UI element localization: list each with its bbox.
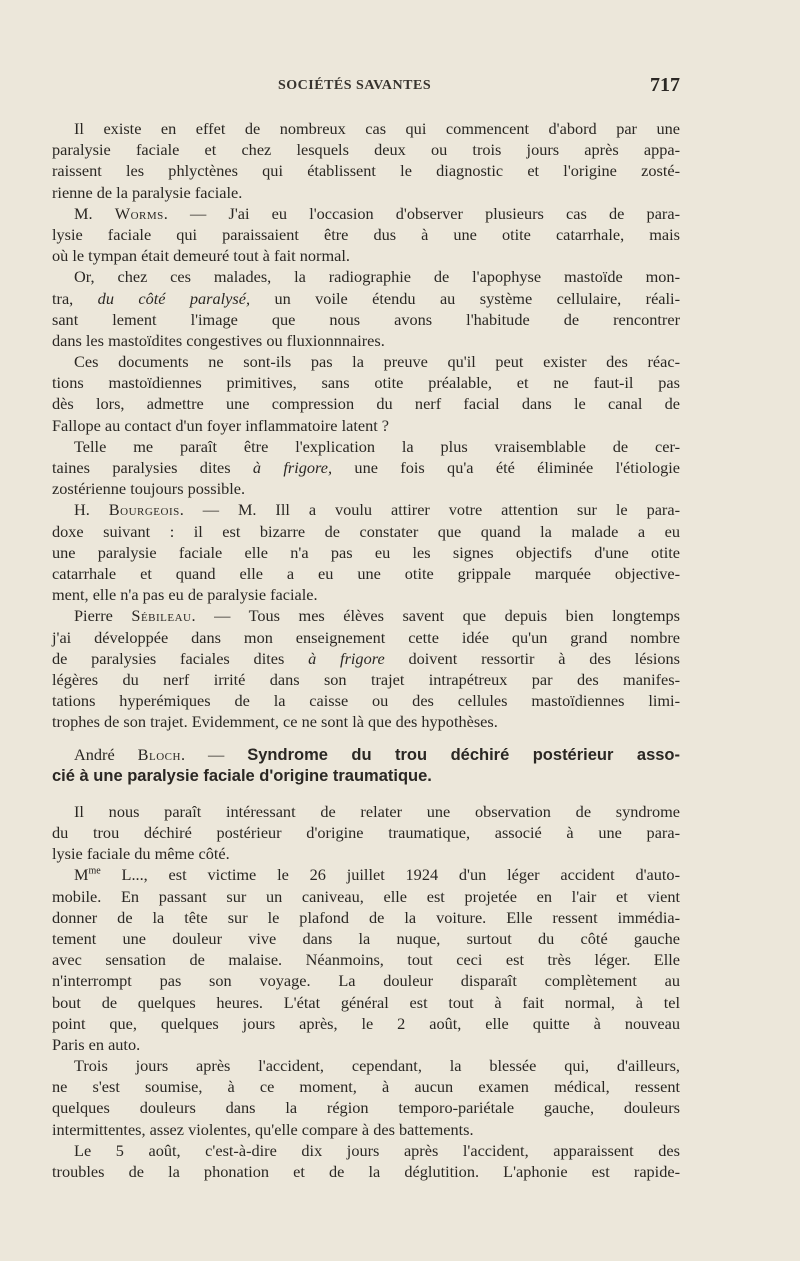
text-line: quelques douleurs dans la région temporo-pariétale gauche, douleurs bbox=[52, 1098, 680, 1118]
text-line bbox=[52, 605, 680, 626]
text-line: sant lement l'image que nous avons l'habitude de rencontrer bbox=[52, 309, 680, 329]
italic-segment: à frigore bbox=[308, 648, 385, 668]
text-segment: une fois qu'a été éliminée l'étiologie bbox=[332, 458, 681, 477]
text-line: j'ai développée dans mon enseignement cette idée qu'un grand nombre bbox=[52, 627, 680, 647]
italic-segment: du côté paralysé, bbox=[97, 288, 251, 308]
text-segment: M bbox=[74, 865, 89, 885]
page-header bbox=[52, 76, 680, 100]
author-name: Bloch bbox=[137, 745, 181, 765]
text-line: raissent les phlyctènes qui établissent le diagnostic et l'origine zosté- bbox=[52, 161, 680, 181]
text-line: Il existe en effet de nombreux cas qui commencent d'abord par une bbox=[74, 119, 680, 138]
text-line: avec sensation de malaise. Néanmoins, tout ceci est très léger. Elle bbox=[52, 950, 680, 970]
text-line: donner de la tête sur le plafond de la voiture. Elle ressent immédia- bbox=[52, 907, 680, 927]
speaker-prefix: M. bbox=[74, 203, 115, 223]
text-segment: doivent ressortir à des lésions bbox=[384, 648, 680, 668]
text-line: Ces documents ne sont-ils pas la preuve qu'il peut exister des réac- bbox=[74, 352, 680, 372]
section-gap bbox=[52, 732, 680, 744]
text-line: troubles de la phonation et de la déglutition. L'aphonie est rapide- bbox=[52, 1162, 680, 1181]
running-head: SOCIÉTÉS SAVANTES bbox=[278, 78, 432, 93]
section-title-line bbox=[52, 744, 680, 765]
text-line: tions mastoïdiennes primitives, sans otite préalable, et ne faut-il pas bbox=[52, 373, 680, 393]
text-line: trophes de son trajet. Evidemment, ce ne sont là que des hypothèses. bbox=[52, 712, 498, 732]
text-line: légères du nerf irrité dans son trajet intrapétreux par des manifes- bbox=[52, 669, 680, 689]
speaker-prefix: Pierre bbox=[74, 606, 132, 626]
text-line: point que, quelques jours après, le 2 août, elle quitte à nouveau bbox=[52, 1013, 680, 1033]
section-gap bbox=[52, 787, 680, 801]
text-line: où le tympan était demeuré tout à fait normal. bbox=[52, 246, 350, 266]
text-segment: tra, bbox=[52, 288, 98, 308]
text-line: doxe suivant : il est bizarre de constater que quand la malade a eu bbox=[52, 521, 680, 541]
italic-segment: à frigore, bbox=[252, 458, 333, 477]
section-title-line: cié à une paralysie faciale d'origine traumatique. bbox=[52, 766, 432, 785]
text-line: Il nous paraît intéressant de relater une observation de syndrome bbox=[74, 801, 680, 821]
speaker-name: Sébileau bbox=[131, 606, 192, 626]
text-line: Or, chez ces malades, la radiographie de l'apophyse mastoïde mon- bbox=[74, 267, 680, 287]
text-line bbox=[52, 499, 680, 520]
section-title: Syndrome du trou déchiré postérieur asso- bbox=[247, 746, 680, 765]
text-line: dès lors, admettre une compression du nerf facial dans le canal de bbox=[52, 394, 680, 414]
text-line: Paris en auto. bbox=[52, 1034, 141, 1054]
text-line: intermittentes, assez violentes, qu'elle compare à des battements. bbox=[52, 1119, 474, 1139]
text-line: lysie faciale du même côté. bbox=[52, 844, 230, 864]
text-line: une paralysie faciale elle n'a pas eu les signes objectifs d'une otite bbox=[52, 542, 680, 562]
page-number: 717 bbox=[650, 74, 680, 96]
author-prefix: André bbox=[74, 745, 138, 765]
text-line bbox=[52, 203, 680, 224]
text-line bbox=[52, 288, 680, 309]
speaker-prefix: H. bbox=[74, 500, 109, 520]
text-line: Le 5 août, c'est-à-dire dix jours après l'accident, apparaissent des bbox=[74, 1140, 680, 1160]
body-text bbox=[52, 118, 680, 1182]
text-segment: . — J'ai eu l'occasion d'observer plusieurs cas de para- bbox=[163, 203, 680, 223]
text-line: paralysie faciale et chez lesquels deux ou trois jours après appa- bbox=[52, 140, 680, 160]
text-line: n'interrompt pas son voyage. La douleur disparaît complètement au bbox=[52, 971, 680, 991]
text-line: Trois jours après l'accident, cependant, la blessée qui, d'ailleurs, bbox=[74, 1056, 680, 1076]
speaker-name: Worms bbox=[114, 203, 164, 223]
text-line: ne s'est soumise, à ce moment, à aucun examen médical, ressent bbox=[52, 1077, 680, 1097]
text-line bbox=[52, 457, 680, 478]
text-line: du trou déchiré postérieur d'origine traumatique, associé à une para- bbox=[52, 823, 680, 842]
text-line: rienne de la paralysie faciale. bbox=[52, 182, 243, 202]
superscript: me bbox=[88, 865, 101, 877]
text-line: mobile. En passant sur un caniveau, elle est projetée en l'air et vient bbox=[52, 886, 680, 906]
text-line: dans les mastoïdites congestives ou fluxionnnaires. bbox=[52, 330, 385, 350]
text-line: ment, elle n'a pas eu de paralysie faciale. bbox=[52, 585, 318, 605]
text-line: tement une douleur vive dans la nuque, surtout du côté gauche bbox=[52, 928, 680, 948]
text-line: lysie faciale qui paraissaient être dus à une otite catarrhale, mais bbox=[52, 224, 680, 244]
text-segment: taines paralysies dites bbox=[52, 458, 253, 477]
text-line: zostérienne toujours possible. bbox=[52, 479, 246, 499]
text-line: bout de quelques heures. L'état général est tout à fait normal, à tel bbox=[52, 992, 680, 1012]
text-segment: . — bbox=[180, 745, 248, 765]
text-segment: un voile étendu au système cellulaire, réali- bbox=[250, 288, 680, 308]
text-line bbox=[52, 864, 680, 885]
text-line: Fallope au contact d'un foyer inflammatoire latent ? bbox=[52, 415, 390, 435]
text-segment: L..., est victime le 26 juillet 1924 d'un léger accident d'auto- bbox=[100, 865, 680, 885]
text-segment: de paralysies faciales dites bbox=[52, 648, 309, 668]
text-line: tations hyperémiques de la caisse ou des cellules mastoïdiennes limi- bbox=[52, 691, 680, 711]
text-line bbox=[52, 648, 680, 669]
text-line: Telle me paraît être l'explication la plus vraisemblable de cer- bbox=[74, 436, 680, 456]
speaker-name: Bourgeois bbox=[108, 500, 180, 520]
text-segment: . — M. Ill a voulu attirer votre attention sur le para- bbox=[179, 500, 681, 520]
text-segment: . — Tous mes élèves savent que depuis bien longtemps bbox=[191, 606, 680, 626]
text-line: catarrhale et quand elle a eu une otite grippale marquée objective- bbox=[52, 563, 680, 583]
